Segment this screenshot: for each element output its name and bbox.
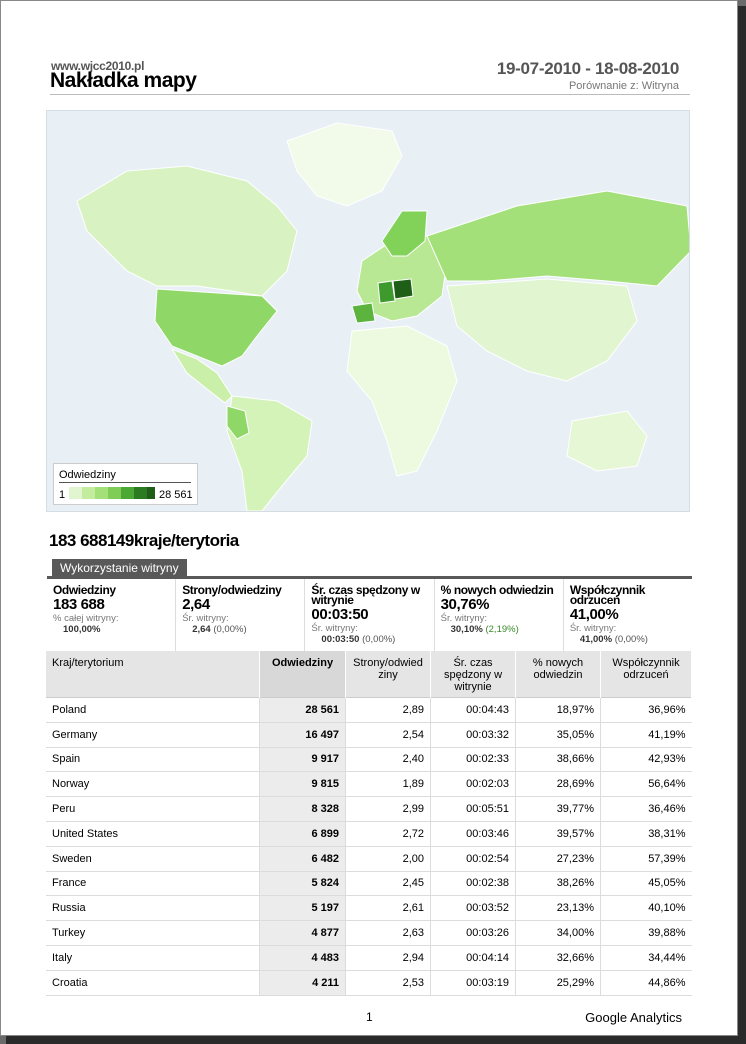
metrics-row (47, 579, 692, 651)
tab-site-usage[interactable]: Wykorzystanie witryny (52, 559, 187, 576)
table-cell: 5 824 (260, 871, 346, 896)
table-cell: 23,13% (516, 896, 601, 921)
table-row (46, 722, 692, 747)
metric-bounce-rate (564, 579, 692, 651)
metric-label: % nowych odwiedzin (440, 583, 554, 597)
table-cell: 41,19% (601, 722, 692, 747)
table-row (46, 896, 692, 921)
table-cell: 6 899 (260, 821, 346, 846)
world-map-graphic (47, 111, 690, 512)
metric-label: Strony/odwiedziny (182, 583, 282, 597)
metric-value: 183 688 (53, 596, 105, 613)
country-table (46, 651, 692, 996)
table-cell: 57,39% (601, 846, 692, 871)
table-cell: 00:04:43 (431, 698, 516, 723)
country-link[interactable]: Italy (46, 945, 260, 970)
legend-max: 28 561 (159, 489, 193, 501)
metric-value: 2,64 (182, 596, 210, 613)
table-cell: 2,99 (346, 797, 431, 822)
country-link[interactable]: Sweden (46, 846, 260, 871)
metric-new-visits (435, 579, 564, 651)
metric-delta: (0,00%) (614, 634, 648, 645)
table-cell: 4 211 (260, 970, 346, 995)
table-cell: 2,54 (346, 722, 431, 747)
table-cell: 00:04:14 (431, 945, 516, 970)
metric-delta: (2,19%) (485, 624, 519, 635)
legend-swatch-7 (147, 487, 155, 499)
table-header-row (46, 651, 692, 698)
north-america-north-shape (77, 166, 297, 296)
table-cell: 9 815 (260, 772, 346, 797)
table-cell: 00:03:52 (431, 896, 516, 921)
table-cell: 39,77% (516, 797, 601, 822)
metric-label: Śr. czas spędzony w witrynie (311, 583, 420, 607)
table-cell: 2,00 (346, 846, 431, 871)
metric-value: 00:03:50 (311, 606, 369, 623)
greenland-shape (287, 123, 402, 206)
metric-value: 30,76% (440, 596, 490, 613)
country-link[interactable]: Peru (46, 797, 260, 822)
metric-sub: Śr. witryny: (569, 623, 617, 634)
legend-title: Odwiedziny (59, 469, 116, 481)
legend-swatch-1 (69, 487, 82, 499)
table-cell: 2,45 (346, 871, 431, 896)
col-visits[interactable]: Odwiedziny (260, 651, 346, 698)
page-shadow-right (738, 6, 746, 1044)
table-cell: 27,23% (516, 846, 601, 871)
metric-visits (47, 579, 176, 651)
table-cell: 38,31% (601, 821, 692, 846)
table-cell: 00:02:03 (431, 772, 516, 797)
table-cell: 45,05% (601, 871, 692, 896)
africa-shape (347, 326, 457, 476)
usa-shape (155, 289, 277, 366)
table-cell: 00:03:26 (431, 921, 516, 946)
table-cell: 2,63 (346, 921, 431, 946)
table-cell: 00:03:32 (431, 722, 516, 747)
col-new-visits[interactable]: % nowych odwiedzin (516, 651, 601, 698)
russia-shape (427, 191, 690, 286)
header-divider (50, 94, 690, 95)
summary-heading: 183 688149kraje/terytoria (49, 531, 239, 550)
legend-swatch-6 (134, 487, 147, 499)
table-cell: 25,29% (516, 970, 601, 995)
table-cell: 56,64% (601, 772, 692, 797)
metric-site-value: 30,10% (450, 624, 483, 635)
table-row (46, 846, 692, 871)
metric-sub: Śr. witryny: (311, 623, 358, 634)
table-cell: 18,97% (516, 698, 601, 723)
table-cell: 00:03:46 (431, 821, 516, 846)
metric-label: Odwiedziny (53, 583, 116, 597)
metric-sub: Śr. witryny: (440, 613, 488, 624)
col-avg-time[interactable]: Śr. czas spędzony w witrynie (431, 651, 516, 698)
table-cell: 8 328 (260, 797, 346, 822)
date-range: 19-07-2010 - 18-08-2010 (496, 59, 679, 78)
table-cell: 42,93% (601, 747, 692, 772)
table-cell: 00:03:19 (431, 970, 516, 995)
table-cell: 28 561 (260, 698, 346, 723)
table-row (46, 772, 692, 797)
table-cell: 2,94 (346, 945, 431, 970)
table-cell: 35,05% (516, 722, 601, 747)
comparison-label: Porównanie z: Witryna (568, 80, 679, 92)
table-cell: 00:02:33 (431, 747, 516, 772)
table-cell: 34,44% (601, 945, 692, 970)
table-cell: 2,61 (346, 896, 431, 921)
metric-site-value: 100,00% (63, 624, 101, 635)
page-shadow-bottom (6, 1036, 746, 1044)
asia-shape (447, 279, 637, 381)
legend-min: 1 (59, 489, 66, 501)
table-row (46, 747, 692, 772)
metric-delta: (0,00%) (213, 624, 247, 635)
table-cell: 00:02:38 (431, 871, 516, 896)
col-bounce-rate[interactable]: Współczynnik odrzuceń (601, 651, 692, 698)
table-cell: 2,72 (346, 821, 431, 846)
page-number: 1 (366, 1010, 373, 1024)
table-cell: 28,69% (516, 772, 601, 797)
country-link[interactable]: France (46, 871, 260, 896)
table-row (46, 698, 692, 723)
table-cell: 38,66% (516, 747, 601, 772)
table-cell: 2,89 (346, 698, 431, 723)
table-cell: 5 197 (260, 896, 346, 921)
site-url: www.wjcc2010.pl (51, 59, 145, 73)
metric-sub: % całej witryny: (53, 613, 119, 624)
legend-swatch-4 (108, 487, 121, 499)
table-cell: 39,88% (601, 921, 692, 946)
table-row (46, 797, 692, 822)
table-cell: 32,66% (516, 945, 601, 970)
table-cell: 34,00% (516, 921, 601, 946)
table-cell: 40,10% (601, 896, 692, 921)
australia-shape (567, 411, 647, 471)
table-cell: 00:02:54 (431, 846, 516, 871)
table-cell: 2,53 (346, 970, 431, 995)
country-link[interactable]: Spain (46, 747, 260, 772)
table-cell: 36,46% (601, 797, 692, 822)
page-title: Nakładka mapy (50, 69, 197, 92)
table-cell: 39,57% (516, 821, 601, 846)
metric-pages-per-visit (176, 579, 305, 651)
metric-site-value: 41,00% (579, 634, 613, 645)
legend-swatch-2 (82, 487, 95, 499)
table-row (46, 871, 692, 896)
table-cell: 36,96% (601, 698, 692, 723)
country-link[interactable]: Norway (46, 772, 260, 797)
metric-label: Współczynnik odrzuceń (569, 583, 646, 607)
table-cell: 4 483 (260, 945, 346, 970)
table-row (46, 945, 692, 970)
table-row (46, 970, 692, 995)
country-link[interactable]: Russia (46, 896, 260, 921)
legend-rule (59, 482, 191, 483)
table-cell: 44,86% (601, 970, 692, 995)
col-country[interactable]: Kraj/terytorium (46, 651, 260, 698)
footer-brand: Google Analytics (585, 1010, 682, 1025)
col-pages-per-visit[interactable]: Strony/odwied ziny (346, 651, 431, 698)
table-cell: 16 497 (260, 722, 346, 747)
country-link[interactable]: Poland (46, 698, 260, 723)
country-link[interactable]: Croatia (46, 970, 260, 995)
metric-avg-time (305, 579, 434, 651)
table-cell: 1,89 (346, 772, 431, 797)
table-cell: 6 482 (260, 846, 346, 871)
metric-site-value: 00:03:50 (321, 634, 360, 645)
legend-swatch-3 (95, 487, 108, 499)
table-cell: 9 917 (260, 747, 346, 772)
germany-shape (378, 281, 395, 303)
country-link[interactable]: Turkey (46, 921, 260, 946)
metric-value: 41,00% (569, 606, 619, 623)
metric-site-value: 2,64 (192, 624, 211, 635)
legend-swatch-5 (121, 487, 134, 499)
table-row (46, 921, 692, 946)
table-cell: 2,40 (346, 747, 431, 772)
country-link[interactable]: Germany (46, 722, 260, 747)
metric-sub: Śr. witryny: (182, 613, 229, 624)
poland-shape (393, 279, 413, 299)
table-cell: 4 877 (260, 921, 346, 946)
metric-delta: (0,00%) (362, 634, 396, 645)
table-cell: 00:05:51 (431, 797, 516, 822)
map-legend (53, 463, 198, 505)
table-row (46, 821, 692, 846)
world-map (46, 110, 690, 512)
table-cell: 38,26% (516, 871, 601, 896)
spain-shape (352, 303, 375, 323)
country-link[interactable]: United States (46, 821, 260, 846)
